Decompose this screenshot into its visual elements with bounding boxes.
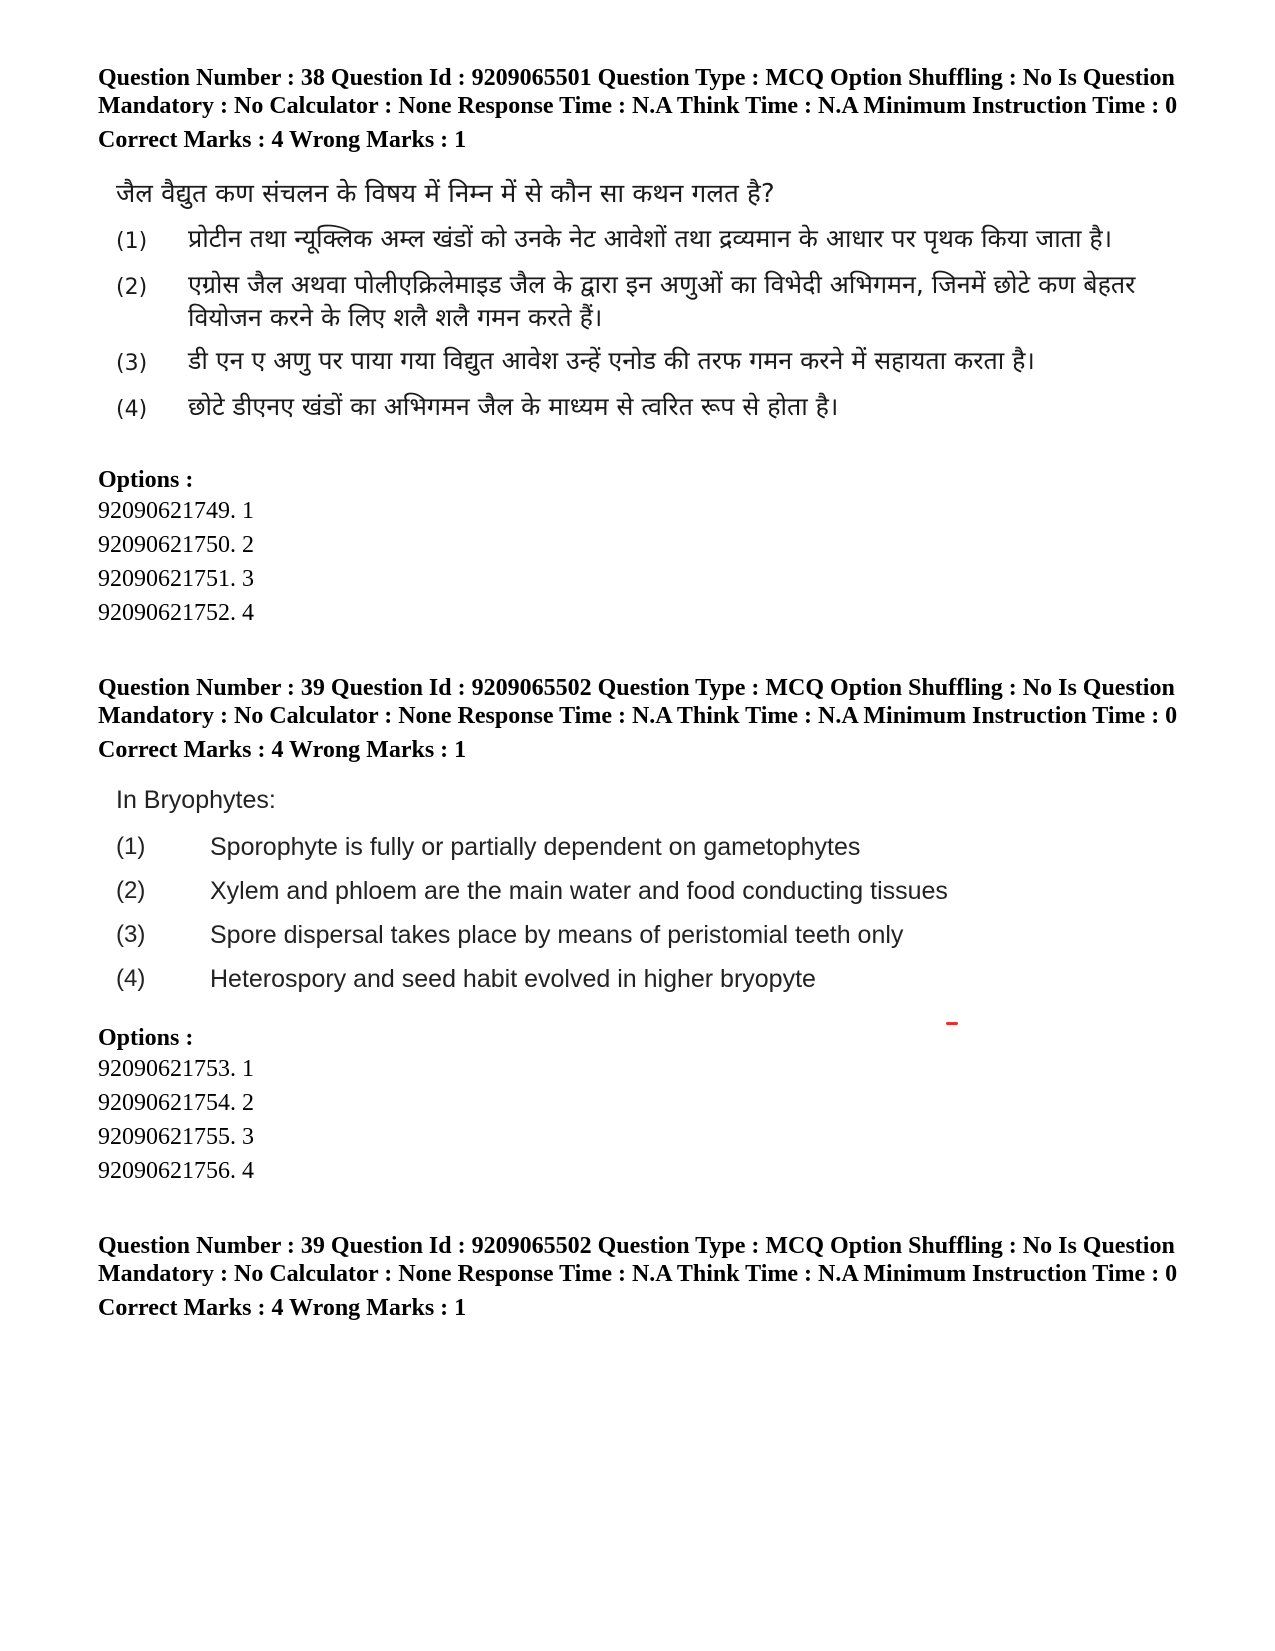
- statement-text: Xylem and phloem are the main water and food conducting tissues: [210, 877, 948, 905]
- question-meta: Question Number : 39 Question Id : 9209065502 Question Type : MCQ Option Shuffling : No Is Question Mandatory : No Calculator : None Response Time : N.A Think Time : N.A Minimum Instruction Time : 0: [98, 1233, 1178, 1287]
- question-marks: Correct Marks : 4 Wrong Marks : 1: [98, 127, 467, 153]
- statement-number: (3): [116, 351, 148, 376]
- question-meta: Question Number : 38 Question Id : 9209065501 Question Type : MCQ Option Shuffling : No Is Question Mandatory : No Calculator : None Response Time : N.A Think Time : N.A Minimum Instruction Time : 0: [98, 65, 1178, 119]
- question-38: [98, 64, 1178, 630]
- statement-text: प्रोटीन तथा न्यूक्लिक अम्ल खंडों को उनके नेट आवेशों तथा द्रव्यमान के आधार पर पृथक किया जाता है।: [188, 224, 1113, 253]
- option-1: 92090621753. 1: [98, 1056, 254, 1082]
- statement-number: (1): [116, 833, 146, 860]
- statement-text: एग्रोस जैल अथवा पोलीएक्रिलेमाइड जैल के द्वारा इन अणुओं का विभेदी अभिगमन, जिनमें छोटे कण बेहतर वियोजन करने के लिए शलै शलै गमन करते हैं।: [188, 270, 1136, 332]
- statement-text: Heterospory and seed habit evolved in higher bryopyte: [210, 965, 816, 993]
- statement-4: [116, 390, 1178, 426]
- option-3: 92090621751. 3: [98, 566, 254, 592]
- option-3: 92090621755. 3: [98, 1124, 254, 1150]
- statement-3: [116, 920, 1178, 950]
- question-39: [98, 674, 1178, 1188]
- statement-number: (3): [116, 921, 146, 948]
- option-1: 92090621749. 1: [98, 498, 254, 524]
- question-image: [116, 784, 1178, 994]
- statement-number: (4): [116, 397, 148, 422]
- statement-1: [116, 832, 1178, 862]
- question-marks: Correct Marks : 4 Wrong Marks : 1: [98, 1295, 467, 1321]
- question-image: [116, 176, 1178, 426]
- statement-number: (2): [116, 275, 148, 300]
- question-stem: जैल वैद्युत कण संचलन के विषय में निम्न में से कौन सा कथन गलत है?: [116, 179, 775, 209]
- option-2: 92090621750. 2: [98, 532, 254, 558]
- question-39-repeat: [98, 1232, 1178, 1322]
- statement-text: छोटे डीएनए खंडों का अभिगमन जैल के माध्यम से त्वरित रूप से होता है।: [188, 392, 839, 421]
- statement-text: Sporophyte is fully or partially dependent on gametophytes: [210, 833, 861, 861]
- question-marks: Correct Marks : 4 Wrong Marks : 1: [98, 737, 467, 763]
- statement-text: Spore dispersal takes place by means of peristomial teeth only: [210, 921, 904, 949]
- statement-text: डी एन ए अणु पर पाया गया विद्युत आवेश उन्हें एनोड की तरफ गमन करने में सहायता करता है।: [188, 346, 1035, 375]
- options-label: Options :: [98, 467, 194, 493]
- statement-number: (4): [116, 965, 146, 992]
- options-label: Options :: [98, 1025, 194, 1051]
- question-meta: Question Number : 39 Question Id : 9209065502 Question Type : MCQ Option Shuffling : No Is Question Mandatory : No Calculator : None Response Time : N.A Think Time : N.A Minimum Instruction Time : 0: [98, 675, 1178, 729]
- statement-3: [116, 344, 1178, 380]
- statement-number: (2): [116, 877, 146, 904]
- statement-1: [116, 222, 1178, 258]
- statement-2: [116, 876, 1178, 906]
- option-4: 92090621756. 4: [98, 1158, 254, 1184]
- question-stem: In Bryophytes:: [116, 786, 276, 814]
- option-4: 92090621752. 4: [98, 600, 254, 626]
- red-pen-mark: [946, 1022, 958, 1025]
- document-page: [98, 64, 1178, 1322]
- statement-number: (1): [116, 229, 148, 254]
- statement-2: [116, 268, 1178, 334]
- statement-4: [116, 964, 1178, 994]
- option-2: 92090621754. 2: [98, 1090, 254, 1116]
